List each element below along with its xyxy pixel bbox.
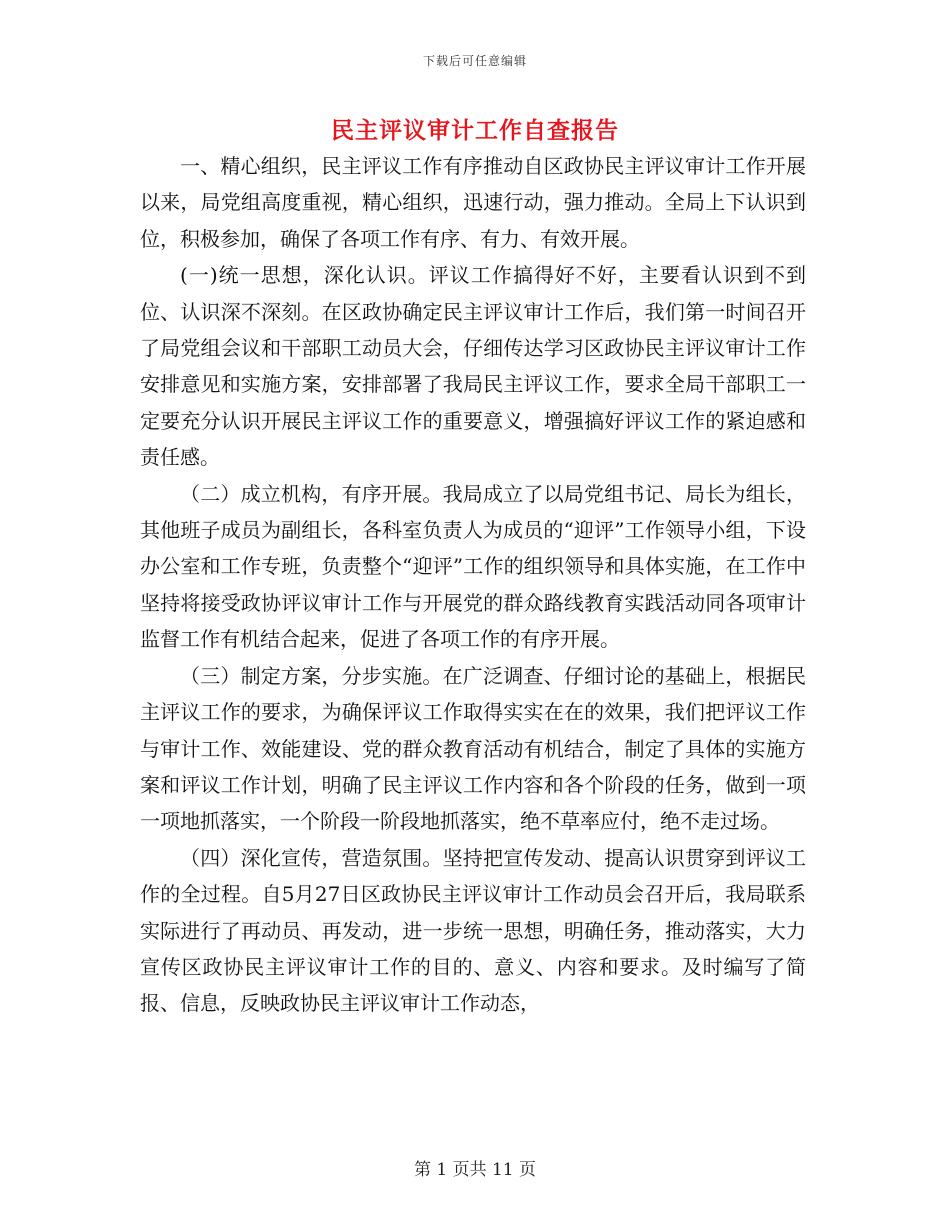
- page-number: 第 1 页共 11 页: [413, 1160, 537, 1180]
- page-header-note: 下载后可任意编辑: [422, 54, 527, 68]
- document-title: 民主评议审计工作自查报告: [331, 117, 619, 144]
- paragraph-section-4: （四）深化宣传，营造氛围。坚持把宣传发动、提高认识贯穿到评议工作的全过程。自5月27日区政协民主评议审计工作动员会召开后，我局联系实际进行了再动员、再发动，进一步统一思想，明确任务，推动落实，大力宣传区政协民主评议审计工作的目的、意义、内容和要求。及时编写了简报、信息，反映政协民主评议审计工作动态，: [140, 845, 806, 1016]
- paragraph-section-1: (一)统一思想，深化认识。评议工作搞得好不好，主要看认识到不到位、认识深不深刻。在区政协确定民主评议审计工作后，我们第一时间召开了局党组会议和干部职工动员大会，仔细传达学习区政协民主评议审计工作安排意见和实施方案，安排部署了我局民主评议工作，要求全局干部职工一定要充分认识开展民主评议工作的重要意义，增强搞好评议工作的紧迫感和责任感。: [140, 263, 806, 470]
- paragraph-section-2: （二）成立机构，有序开展。我局成立了以局党组书记、局长为组长，其他班子成员为副组长，各科室负责人为成员的“迎评”工作领导小组，下设办公室和工作专班，负责整个“迎评”工作的组织领导和具体实施，在工作中坚持将接受政协评议审计工作与开展党的群众路线教育实践活动同各项审计监督工作有机结合起来，促进了各项工作的有序开展。: [140, 481, 806, 652]
- paragraph-intro: 一、精心组织，民主评议工作有序推动自区政协民主评议审计工作开展以来，局党组高度重视，精心组织，迅速行动，强力推动。全局上下认识到位，积极参加，确保了各项工作有序、有力、有效开展。: [140, 154, 806, 251]
- document-body: [140, 148, 806, 1022]
- paragraph-section-3: （三）制定方案，分步实施。在广泛调查、仔细讨论的基础上，根据民主评议工作的要求，为确保评议工作取得实实在在的效果，我们把评议工作与审计工作、效能建设、党的群众教育活动有机结合，制定了具体的实施方案和评议工作计划，明确了民主评议工作内容和各个阶段的任务，做到一项一项地抓落实，一个阶段一阶段地抓落实，绝不草率应付，绝不走过场。: [140, 663, 806, 834]
